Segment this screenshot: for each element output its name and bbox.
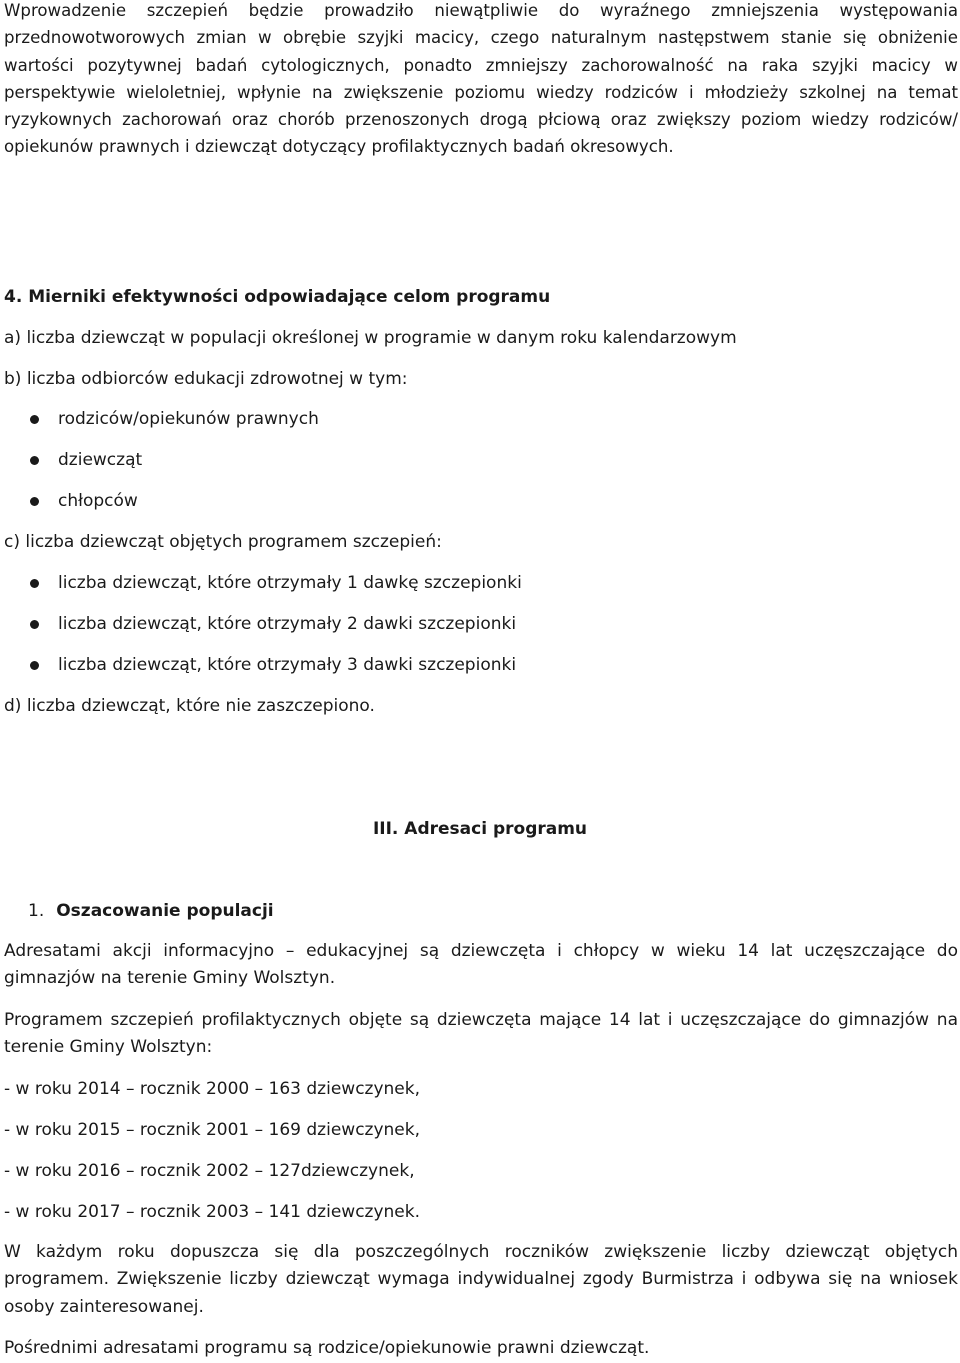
list-item (30, 654, 516, 676)
bullet-icon (30, 661, 39, 670)
list-item (30, 490, 138, 512)
metric-item-a: a) liczba dziewcząt w populacji określonej w programie w danym roku kalendarzowym (4, 328, 737, 348)
list-item-text: dziewcząt (58, 450, 143, 470)
year-item: - w roku 2016 – rocznik 2002 – 127dziewczynek, (4, 1161, 415, 1181)
section-3-heading: III. Adresaci programu (372, 819, 588, 839)
list-item (30, 613, 516, 635)
metric-item-d: d) liczba dziewcząt, które nie zaszczepiono. (4, 696, 375, 716)
bullet-icon (30, 579, 39, 588)
list-item-text: liczba dziewcząt, które otrzymały 1 dawkę szczepionki (58, 573, 522, 593)
list-item-text: liczba dziewcząt, które otrzymały 2 dawki szczepionki (58, 614, 517, 634)
bullet-icon (30, 456, 39, 465)
metric-item-b: b) liczba odbiorców edukacji zdrowotnej w tym: (4, 369, 408, 389)
metric-item-c: c) liczba dziewcząt objętych programem szczepień: (4, 532, 442, 552)
list-item-text: chłopców (58, 491, 138, 511)
list-item (30, 408, 319, 430)
list-item-text: liczba dziewcząt, które otrzymały 3 dawki szczepionki (58, 655, 517, 675)
increase-paragraph: W każdym roku dopuszcza się dla poszczególnych roczników zwiększenie liczby dziewcząt objętych programem. Zwiększenie liczby dziewcząt wymaga indywidualnej zgody Burmistrza i odbywa się na wniosek osoby zainteresowanej. (4, 1242, 958, 1317)
list-item (30, 572, 522, 594)
bullet-icon (30, 497, 39, 506)
addressees-paragraph: Adresatami akcji informacyjno – edukacyjnej są dziewczęta i chłopcy w wieku 14 lat uczęszczające do gimnazjów na terenie Gminy Wolsztyn. (4, 941, 958, 989)
list-item-text: rodziców/opiekunów prawnych (58, 409, 319, 429)
year-item: - w roku 2015 – rocznik 2001 – 169 dziewczynek, (4, 1120, 421, 1140)
year-item: - w roku 2014 – rocznik 2000 – 163 dziewczynek, (4, 1079, 421, 1099)
subsection-number: 1. (28, 901, 45, 921)
vaccination-scope-paragraph: Programem szczepień profilaktycznych objęte są dziewczęta mające 14 lat i uczęszczające do gimnazjów na terenie Gminy Wolsztyn: (4, 1010, 958, 1058)
list-item (30, 449, 142, 471)
subsection-heading (28, 900, 274, 922)
indirect-addressees-paragraph: Pośrednimi adresatami programu są rodzice/opiekunowie prawni dziewcząt. (4, 1338, 650, 1358)
intro-paragraph: Wprowadzenie szczepień będzie prowadziło niewątpliwie do wyraźnego zmniejszenia występowania przednowotworowych zmian w obrębie szyjki macicy, czego naturalnym następstwem stanie się obniżenie wartości pozytywnej badań cytologicznych, ponadto zmniejszy zachorowalność na raka szyjki macicy w perspektywie wieloletniej, wpłynie na zwiększenie poziomu wiedzy rodziców i młodzieży szkolnej na temat ryzykownych zachorowań oraz chorób przenoszonych drogą płciową oraz zwiększy poziom wiedzy rodziców/ opiekunów prawnych i dziewcząt dotyczący profilaktycznych badań okresowych. (4, 1, 958, 157)
subsection-title: Oszacowanie populacji (56, 901, 274, 921)
section-4-heading: 4. Mierniki efektywności odpowiadające celom programu (4, 287, 551, 307)
bullet-icon (30, 415, 39, 424)
bullet-icon (30, 620, 39, 629)
year-item: - w roku 2017 – rocznik 2003 – 141 dziewczynek. (4, 1202, 421, 1222)
